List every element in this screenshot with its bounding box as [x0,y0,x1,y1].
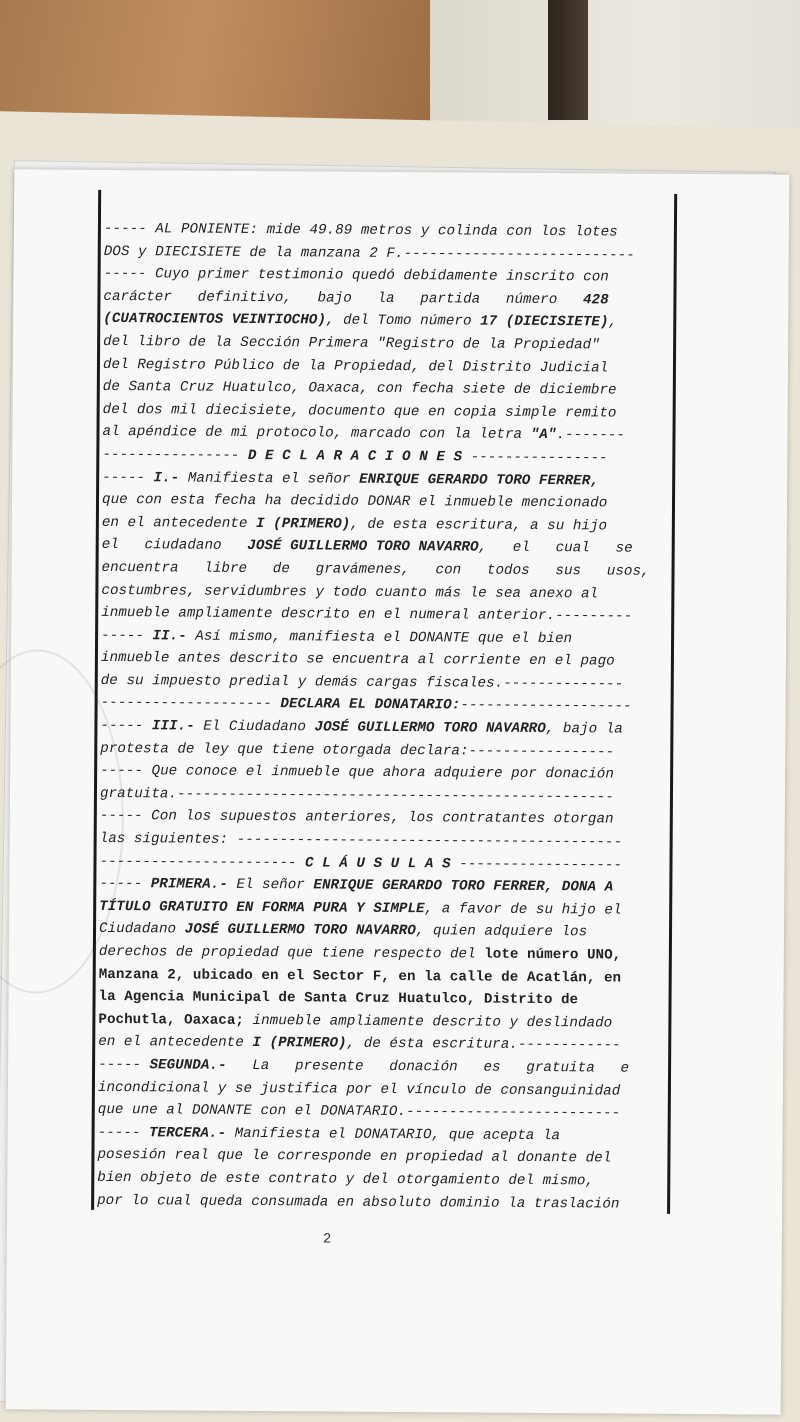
text-run: Manifiesta el señor [179,470,360,488]
text-run: , del Tomo número [325,312,481,330]
text-run: , a favor de su hijo el [424,901,622,919]
text-run: ----- [100,717,152,735]
text-run: El Ciudadano [194,718,315,736]
text-run: ----- [101,627,153,644]
text-run: ENRIQUE GERARDO TORO FERRER, [359,471,599,489]
text-run: costumbres, servidumbres y todo cuanto más le sea anexo al [101,582,599,602]
text-run: SEGUNDA.- [149,1057,227,1074]
text-run: PRIMERA.- [150,876,228,894]
text-run: del dos mil diecisiete, documento que en copia simple remito [102,401,617,422]
text-run: ------------------- [450,855,622,874]
text-run: carácter definitivo, bajo la partida número [103,288,584,309]
document-page [6,169,790,1414]
text-run: JOSÉ GUILLERMO TORO NAVARRO [184,921,416,940]
text-run: JOSÉ GUILLERMO TORO NAVARRO [247,538,479,556]
document-body [97,218,672,1216]
text-run: de Santa Cruz Huatulco, Oaxaca, con fecha siete de diciembre [102,379,617,399]
text-run: DOS y DIECISIETE de la manzana 2 F.--------------------------- [103,243,635,264]
text-run: en el antecedente [101,514,257,532]
text-run: 17 (DIECISIETE) [480,313,609,331]
document-line [104,218,672,245]
text-run: ----------------------- [99,853,306,871]
text-run: 428 [582,292,609,309]
text-run: lote número UNO, [484,946,622,964]
text-run: que une al DONANTE con el DONATARIO.------------------------- [97,1102,621,1122]
text-run: I (PRIMERO) [255,515,351,533]
text-run: ----- [99,876,151,893]
text-run: las siguientes: --------------------------------------------- [99,830,623,851]
document-line [97,1167,665,1194]
document-line [99,941,667,968]
text-run: TERCERA.- [148,1125,227,1142]
document-line [101,557,669,584]
text-run: .------- [556,427,625,444]
chair-leg [548,0,588,120]
text-run: ----- AL PONIENTE: mide 49.89 metros y colinda con los lotes [103,220,618,241]
text-run: C L Á U S U L A S [304,854,451,872]
text-run: , de esta escritura, a su hijo [350,516,608,535]
text-run: , de ésta escritura.------------ [346,1036,621,1054]
text-run: Pochutla, Oaxaca; [98,1011,245,1029]
text-run: II.- [152,627,187,645]
text-run: posesión real que le corresponde en propiedad al donante del [97,1147,612,1167]
text-run: Manifiesta el DONATARIO, que acepta la [226,1125,561,1144]
text-run: -------------------- [460,697,632,716]
text-run: por lo cual queda consumada en absoluto dominio la traslación [97,1192,620,1213]
text-run: I (PRIMERO) [252,1035,347,1053]
text-run: , el cual se [478,539,633,557]
text-run: bien objeto de este contrato y del otorgamiento del mismo, [97,1169,595,1190]
document-line [103,331,671,358]
text-run: inmueble antes descrito se encuentra al corriente en el pago [100,650,615,670]
document-line [98,1054,666,1081]
text-run: -------------------- [100,695,281,713]
text-run: ----- Que conoce el inmueble que ahora adquiere por donación [100,763,615,783]
text-run: ----- Con los supuestos anteriores, los contratantes otorgan [99,808,614,828]
text-run: III.- [151,718,195,735]
text-run: DECLARA EL DONATARIO: [280,696,461,714]
text-run: El señor [227,877,314,894]
text-run: JOSÉ GUILLERMO TORO NAVARRO [314,719,546,738]
text-run: inmueble ampliamente descrito y deslindado [243,1012,613,1032]
text-run: inmueble ampliamente descrito en el numeral anterior.--------- [101,605,633,625]
document-line [102,444,670,471]
text-run: al apéndice de mi protocolo, marcado con la letra [102,424,531,444]
text-run: ----- [97,1124,150,1142]
text-run: , [608,314,618,331]
text-run: TÍTULO GRATUITO EN FORMA PURA Y SIMPLE [99,898,425,918]
text-run: del libro de la Sección Primera "Registro de la Propiedad" [103,333,600,354]
text-run: ENRIQUE GERARDO TORO FERRER, DONA A [313,877,614,896]
text-run: la Agencia Municipal de Santa Cruz Huatulco, Distrito de [98,989,579,1009]
text-run: (CUATROCIENTOS VEINTIOCHO) [103,311,327,329]
text-run: ---------------- [102,446,248,464]
text-run: derechos de propiedad que tiene respecto del [98,943,485,963]
text-run: ---------------- [461,449,608,467]
text-run: Así mismo, manifiesta el DONANTE que el bien [186,628,573,647]
text-run: protesta de ley que tiene otorgada declara:----------------- [100,740,615,761]
text-run: de su impuesto predial y demás cargas fiscales.-------------- [100,672,624,693]
text-run: que con esta fecha ha decidido DONAR el inmueble mencionado [101,492,608,512]
text-run: ----- [98,1056,150,1074]
page-number: 2 [322,1231,332,1248]
text-run: I.- [153,469,180,486]
text-run: en el antecedente [98,1034,253,1052]
text-run: el ciudadano [101,537,248,555]
text-run: encuentra libre de gravámenes, con todos sus usos, [101,559,650,580]
text-run: , quien adquiere los [415,923,588,941]
text-run: Ciudadano [98,921,185,938]
text-run: "A" [530,427,557,444]
document-line [97,1189,665,1216]
text-run: La presente donación es gratuita e [226,1057,630,1077]
text-run: incondicional y se justifica por el vínculo de consanguinidad [97,1079,621,1100]
text-run: gratuita.--------------------------------------------------- [99,785,614,806]
text-run: del Registro Público de la Propiedad, del Distrito Judicial [102,356,609,377]
text-run: , bajo la [545,721,623,738]
text-run: ----- Cuyo primer testimonio quedó debidamente inscrito con [103,266,609,286]
text-run: Manzana 2, ubicado en el Sector F, en la calle de Acatlán, en [98,966,622,987]
text-run: D E C L A R A C I O N E S [247,447,463,466]
text-run: ----- [102,469,154,486]
